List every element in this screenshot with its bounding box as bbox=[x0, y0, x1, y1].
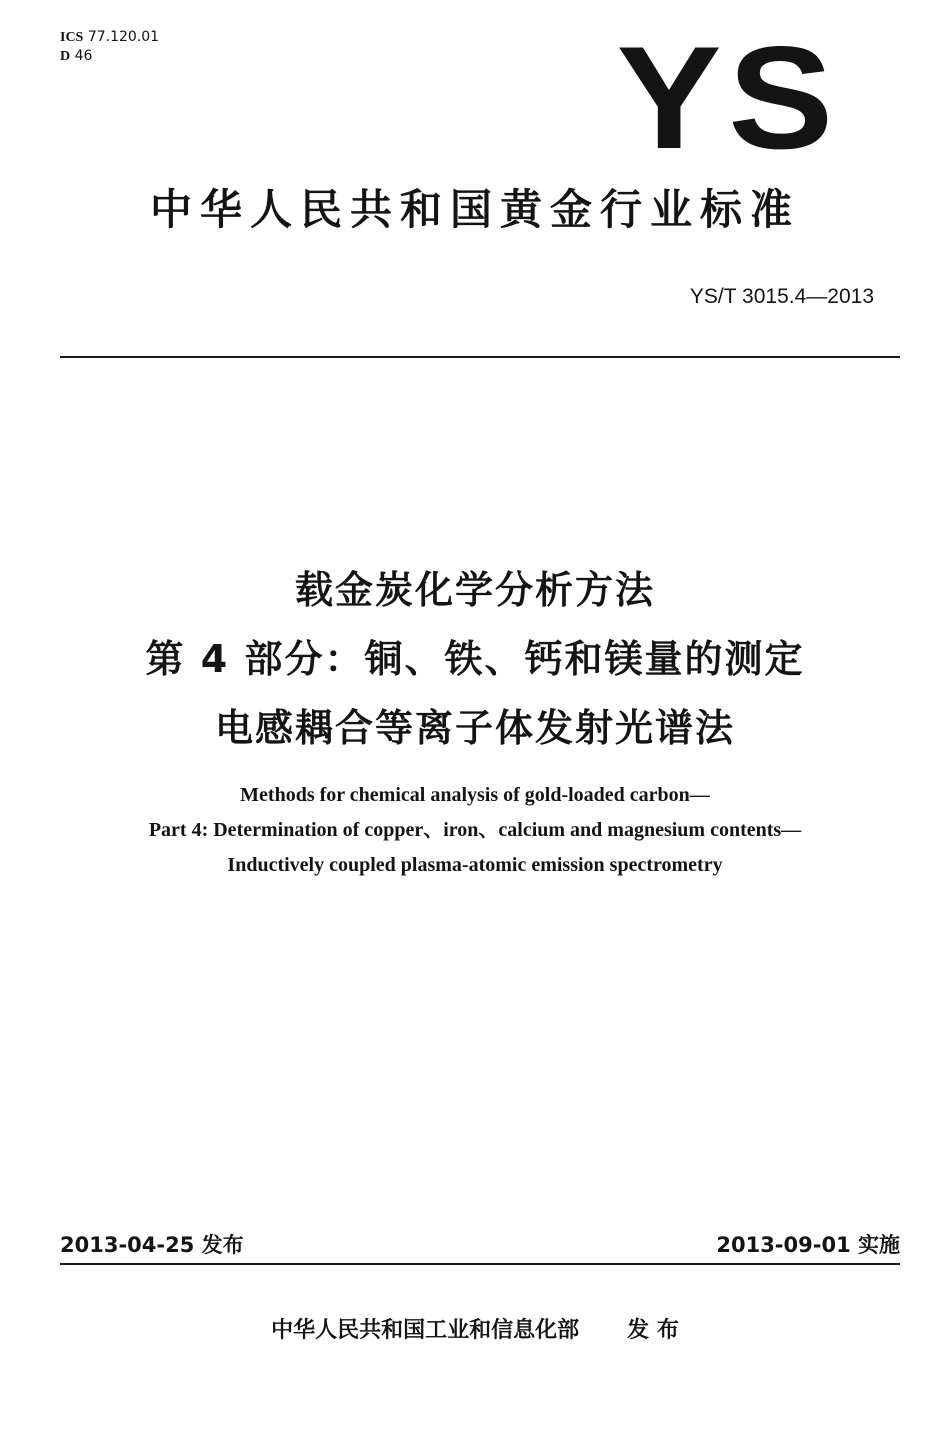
issuer-name: 中华人民共和国工业和信息化部 bbox=[271, 1318, 580, 1343]
ics-code-line bbox=[60, 28, 159, 47]
ccs-code-line bbox=[60, 47, 159, 66]
issuer-action: 发 布 bbox=[627, 1318, 679, 1343]
implementation-date: 2013-09-01 实施 bbox=[716, 1233, 900, 1257]
english-title-line-2: Part 4: Determination of copper、iron、calcium and magnesium contents— bbox=[148, 819, 802, 841]
top-divider bbox=[60, 356, 900, 358]
standard-number: YS/T 3015.4—2013 bbox=[689, 285, 874, 308]
issue-date: 2013-04-25 发布 bbox=[60, 1233, 244, 1257]
english-title bbox=[0, 778, 950, 883]
chinese-title-line-1: 载金炭化学分析方法 bbox=[294, 568, 655, 612]
english-title-line-3: Inductively coupled plasma-atomic emission spectrometry bbox=[227, 854, 723, 876]
chinese-title-line-2: 第 4 部分：铜、铁、钙和镁量的测定 bbox=[145, 637, 805, 681]
ccs-label: D bbox=[60, 49, 71, 64]
ccs-code: 46 bbox=[74, 48, 93, 64]
issuer-line bbox=[0, 1314, 950, 1348]
ys-logo: YS bbox=[616, 16, 840, 179]
ics-code: 77.120.01 bbox=[87, 29, 160, 45]
ics-label: ICS bbox=[60, 30, 84, 45]
bottom-divider bbox=[60, 1263, 900, 1265]
classification-codes bbox=[60, 28, 159, 66]
chinese-title bbox=[0, 556, 950, 763]
chinese-title-line-3: 电感耦合等离子体发射光谱法 bbox=[214, 706, 735, 750]
standard-category-title: 中华人民共和国黄金行业标准 bbox=[149, 185, 800, 234]
english-title-line-1: Methods for chemical analysis of gold-loaded carbon— bbox=[240, 784, 710, 806]
